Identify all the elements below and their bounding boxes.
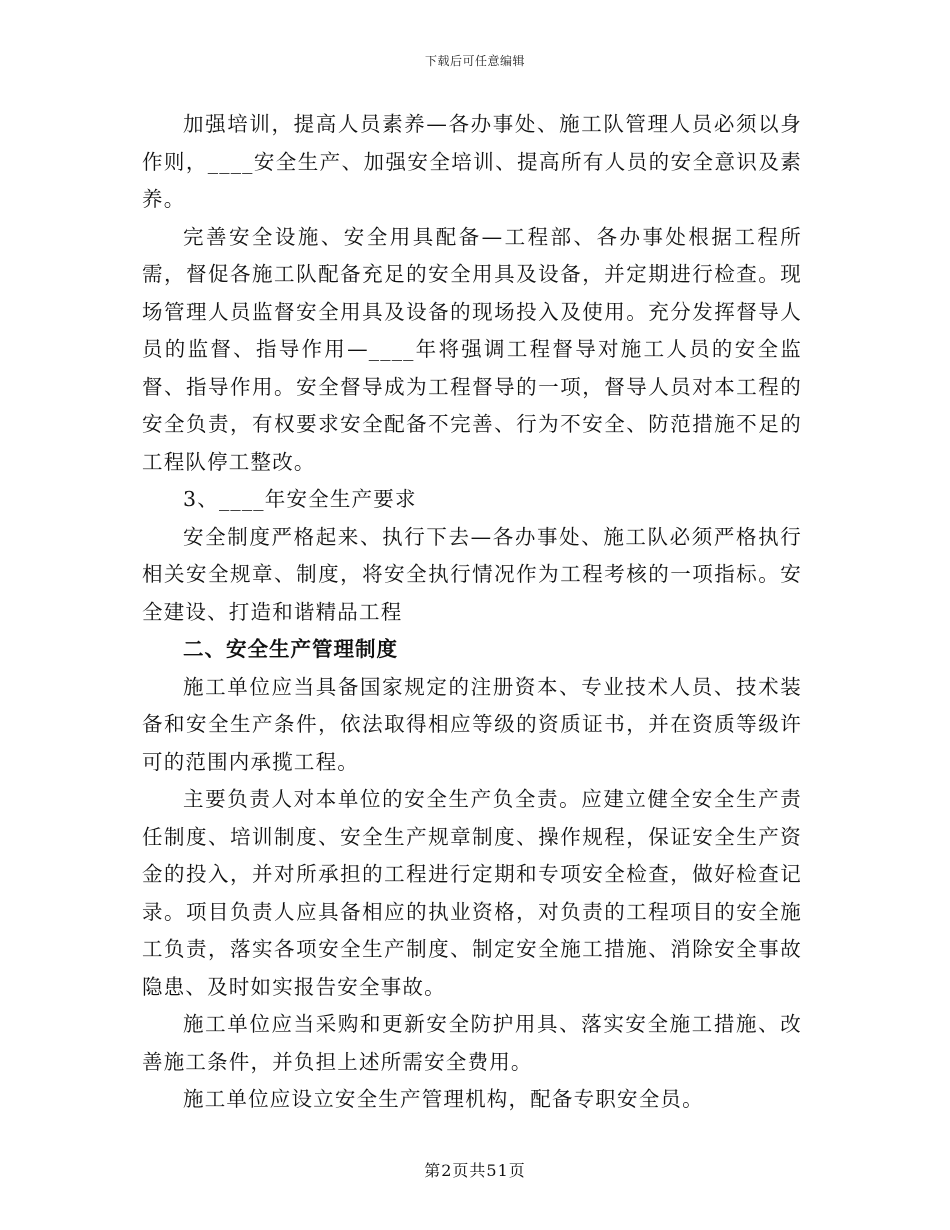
paragraph-responsibility: 主要负责人对本单位的安全生产负全责。应建立健全安全生产责任制度、培训制度、安全生产规章制度、操作规程，保证安全生产资金的投入，并对所承担的工程进行定期和专项安全检查，做好检查记录。项目负责人应具备相应的执业资格，对负责的工程项目的安全施工负责，落实各项安全生产制度、制定安全施工措施、消除安全事故隐患、及时如实报告安全事故。	[142, 787, 802, 999]
paragraph-management-agency: 施工单位应设立安全生产管理机构，配备专职安全员。	[183, 1087, 704, 1111]
paragraph-qualification: 施工单位应当具备国家规定的注册资本、专业技术人员、技术装备和安全生产条件，依法取得相应等级的资质证书，并在资质等级许可的范围内承揽工程。	[142, 674, 802, 774]
paragraph-protective-equipment: 施工单位应当采购和更新安全防护用具、落实安全施工措施、改善施工条件，并负担上述所需安全费用。	[142, 1012, 802, 1074]
paragraph-safety-equipment: 完善安全设施、安全用具配备—工程部、各办事处根据工程所需，督促各施工队配备充足的安全用具及设备，并定期进行检查。现场管理人员监督安全用具及设备的现场投入及使用。充分发挥督导人员的监督、指导作用—____年将强调工程督导对施工人员的安全监督、指导作用。安全督导成为工程督导的一项，督导人员对本工程的安全负责，有权要求安全配备不完善、行为不安全、防范措施不足的工程队停工整改。	[142, 224, 802, 474]
document-body	[142, 106, 802, 1119]
paragraph-safety-rules: 安全制度严格起来、执行下去—各办事处、施工队必须严格执行相关安全规章、制度，将安全执行情况作为工程考核的一项指标。安全建设、打造和谐精品工程	[142, 524, 802, 624]
page-header: 下载后可任意编辑	[424, 54, 525, 68]
numbered-item-requirements: 3、____年安全生产要求	[183, 487, 417, 511]
section-heading: 二、安全生产管理制度	[183, 637, 398, 661]
paragraph-training: 加强培训，提高人员素养—各办事处、施工队管理人员必须以身作则，____安全生产、加强安全培训、提高所有人员的安全意识及素养。	[142, 112, 802, 211]
page-number-footer: 第2页共51页	[424, 1161, 526, 1180]
